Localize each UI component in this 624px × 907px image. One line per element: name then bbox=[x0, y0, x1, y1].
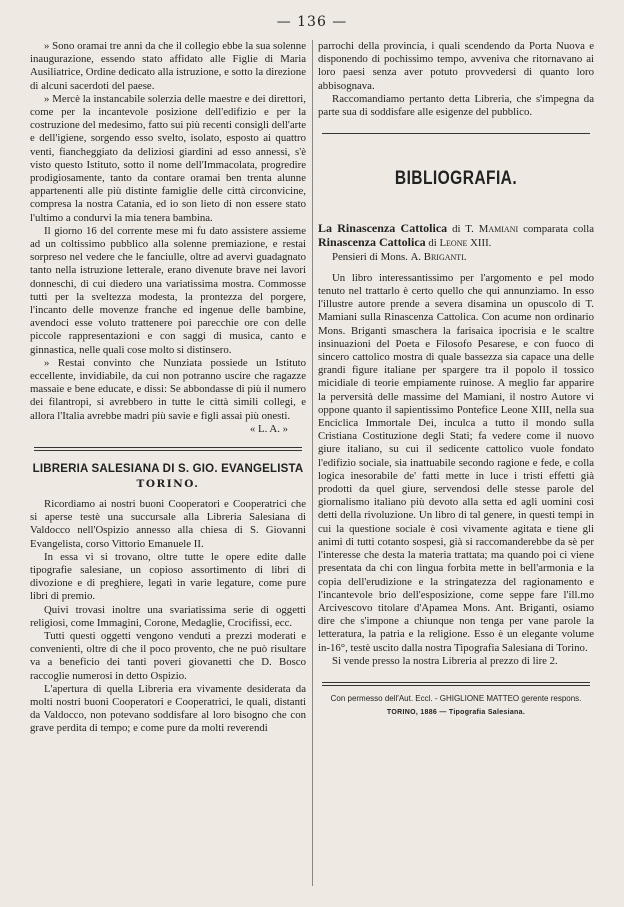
bibliography-heading: BIBLIOGRAFIA. bbox=[394, 168, 518, 190]
left-column bbox=[30, 40, 306, 736]
section-divider bbox=[34, 447, 302, 451]
page-number: — 136 — bbox=[276, 14, 348, 30]
section-divider bbox=[322, 133, 590, 134]
book-title: La Rinascenza Cattolica bbox=[318, 221, 448, 236]
store-heading: LIBRERIA SALESIANA DI S. GIO. EVANGELISTA bbox=[32, 462, 304, 475]
store-paragraph: Quivi trovasi inoltre una svariatissima serie di oggetti religiosi, come Immagini, Corone, Medaglie, Crocifissi, ecc. bbox=[30, 603, 306, 629]
store-paragraph-continued: Raccomandiamo pertanto detta Libreria, che s'impegna da parte sua di soddisfare alle esigenze del pubblico. bbox=[318, 92, 594, 119]
bibliography-paragraph: Un libro interessantissimo per l'argomento e pel modo tenuto nel trattarlo è certo quello che qui annunziamo. In esso l'illustre autore prende a severa disamina un opuscolo di T. Mamiani sulla Rinascenza Cattolica. Con acume non ordinario Mons. Briganti smaschera la farisaica ipocrisia e le scaltre insinuazioni del Poeta e Filosofo Pesarese, e con fuoco di sincero cattolico mostra di quale bassezza sia capace una delle grandi figure italiane per spargere tra il popolo il tossico micidiale di teorie empiamente ruinose. A meglio far apparire la perversità delle massime del Mamiani, il nostro Autore vi oppone quanto il sapientissimo Pontefice Leone XIII, nella sua Enciclica Immortale Dei, inculca a tutto il mondo sulla Cristiana Costituzione degli Stati; fa vedere come il nuovo giure italiano, su cui il sedicente cattolico vuole fondato l'edifizio sociale, sia inattuabile secondo ragione e fede, e colla logica inesorabile de' fatti mette in luce i tristi effetti già prodotti da quel giure, servendosi delle stesse parole del giornalismo italiano più devoto alla setta ed agli uomini così detti della rivoluzione. Un libro di tal genere, in questi tempi in cui la questione sociale è così vivamente agitata e tiene gli animi di tutti cotanto sospesi, già si raccomanderebbe da sè per l'interesse che desta la materia trattata; ma quando poi ci viene presentata da chi con lingua forbita mette in bell'armonia e la copia dell'erudizione e la stringatezza del ragionamento e l'incantevole brio dell'esposizione, come seppe fare l'ill.mo Arcivescovo titolare d'Apamea Mons. Ant. Briganti, osiamo dire che s'impone a chiunque non tenga per vane parole la letteratura, la patria e la religione. Esso è un elegante volume in-16°, testè uscito dalla nostra Tipografia Salesiana di Torino. bbox=[318, 271, 594, 654]
store-paragraph: In essa vi si trovano, oltre tutte le opere edite dalle tipografie salesiane, un copioso assortimento di libri di divozione e di preghiere, legati in varie legature, come pure libri di premio. bbox=[30, 550, 306, 603]
right-column bbox=[318, 40, 594, 716]
article-paragraph: Il giorno 16 del corrente mese mi fu dato assistere assieme ad un coltissimo pubblico alla solenne premiazione, e restai sorpreso nel vedere che le fanciulle, oltre ad avervi guadagnato tanto nella istruzione letterale, erano divenute brave nei lavori donneschi, di cui diedero una variatissima mostra. Commosse tutti per la sveltezza modesta, la prontezza del porgere, l'incanto delle movenze franche ed ingenue delle bambine, avendoci esse voluto trattenere poi parecchie ore con delle piccole rappresentazioni e con saggi di musica, canto e ginnastica, nelle quali cose molto si distinsero. bbox=[30, 224, 306, 356]
entry-text: comparata colla bbox=[518, 223, 595, 236]
author-name: Mamiani bbox=[478, 223, 519, 236]
store-paragraph: Ricordiamo ai nostri buoni Cooperatori e Cooperatrici che si aperse testè una succursale alla Libreria Salesiana di Valdocco nell'Ospizio annesso alla chiesa di S. Giovanni Evangelista, corso Vittorio Emanuele II. bbox=[30, 497, 306, 550]
store-paragraph: Tutti questi oggetti vengono venduti a prezzi moderati e convenienti, oltre di che il poco provento, che ne può risultare va a beneficio dei tanti poveri giovanetti che D. Bosco raccoglie numerosi in detto Ospizio. bbox=[30, 629, 306, 682]
article-signature: « L. A. » bbox=[249, 422, 288, 435]
author-name: A. Briganti. bbox=[410, 250, 467, 263]
entry-text: di T. bbox=[447, 223, 479, 236]
entry-text: XIII. bbox=[467, 237, 492, 250]
book-title: Rinascenza Cattolica bbox=[318, 235, 426, 250]
store-paragraph: L'apertura di quella Libreria era vivamente desiderata da molti nostri buoni Cooperatori e Cooperatrici, le quali, distanti da Valdocco, non potevano soddisfare al loro bisogno che con grave perdita di tempo; e come pure da molti reverendi bbox=[30, 682, 306, 735]
footer-permission: Con permesso dell'Aut. Eccl. - GHIGLIONE MATTEO gerente respons. bbox=[330, 693, 582, 703]
store-paragraph-continued: parrochi della provincia, i quali scendendo da Porta Nuova e disponendo di pochissimo tempo, avveniva che ritornavano ai loro paesi senza aver potuto provvedersi di quanto loro abbisognava. bbox=[318, 40, 594, 92]
entry-text: Pensieri di Mons. bbox=[332, 250, 411, 263]
column-divider bbox=[312, 40, 313, 886]
entry-text: di bbox=[425, 237, 440, 250]
entry-subtitle bbox=[318, 251, 594, 264]
footer-printer: TORINO, 1886 — Tipografia Salesiana. bbox=[386, 708, 526, 716]
bibliography-paragraph: Si vende presso la nostra Libreria al prezzo di lire 2. bbox=[332, 654, 558, 667]
book-entry bbox=[318, 222, 594, 264]
footer-divider bbox=[322, 682, 590, 686]
store-city: TORINO. bbox=[136, 477, 200, 490]
author-name: Leone bbox=[439, 237, 468, 250]
article-paragraph: » Sono oramai tre anni da che il collegio ebbe la sua solenne inaugurazione, essendo stato affidato alle Figlie di Maria Ausiliatrice, Ordine dedicato alla istruzione, e sotto la direzione di alcuni sacerdoti del paese. bbox=[30, 40, 306, 92]
article-paragraph: » Restai convinto che Nunziata possiede un Istituto eccellente, invidiabile, da cui non potranno uscire che ragazze massaie e bene educate, e dissi: Se abbondasse di più il numero dei filantropi, si avrebbero in tutte le città simili collegi, e allora l'Italia avrebbe madri più savie e figli assai più onesti. bbox=[30, 356, 306, 422]
article-paragraph: » Mercè la instancabile solerzia delle maestre e dei direttori, come per la incantevole posizione dell'edifizio e per la costruzione del medesimo, fatto sui più recenti consigli dell'arte e dell'igiene, sorgendo esso svelto, isolato, esposto ai quattro venti, fiancheggiato da deliziosi giardini ad esso annessi, s'è visto questo Istituto, sotto il nome dell'Immacolata, progredire prodigiosamente, tanto da contare oramai ben trenta alunne appartenenti alle più distinte famiglie delle città circonvicine, compresa la nostra Catania, ed io son lieto di non essere stato l'ultimo a condurvi la mia tenera bambina. bbox=[30, 92, 306, 224]
